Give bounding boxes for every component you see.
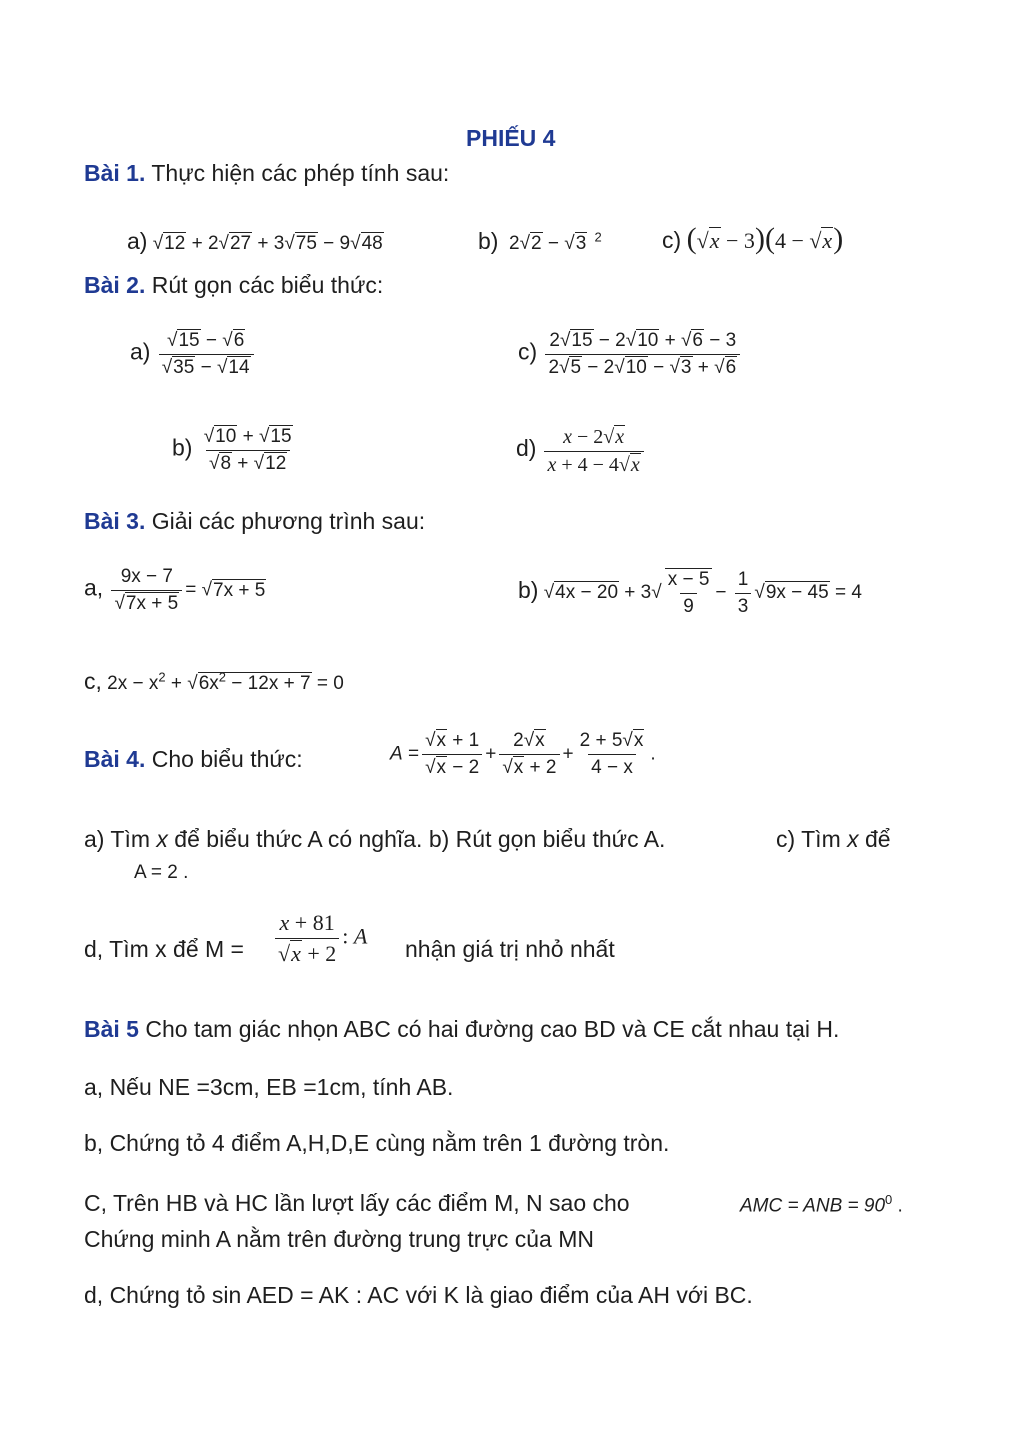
bai4-label: Bài 4. [84,746,146,772]
bai1-b-label: b) [478,228,499,254]
bai1-label: Bài 1. [84,160,146,186]
bai4-qc-var: x [847,826,859,852]
bai3-b-label: b) [518,577,539,604]
bai2-b: b) $\frac{√10 + √15}{√8 + √12}$ [172,426,292,474]
bai4-qa-var: x [156,826,168,852]
page-title: PHIẾU 4 [466,125,556,151]
bai2-c-label: c) [518,338,538,365]
bai3-c: c, $2x - x^2 + √6x^2 - 12x + 7 = 0$ [84,668,344,694]
bai1-a: a) √12 + 2√27 + 3√75 − 9√48 [127,228,383,254]
bai2-b-label: b) [172,434,193,461]
bai4-qd-rest: nhận giá trị nhỏ nhất [405,936,615,962]
bai4-qd-text: d, Tìm x để M = [84,936,244,962]
bai2-a: a) $\frac{√15 - √6}{√35 - √14}$ [130,330,257,379]
bai4-question-c [776,826,891,853]
bai3-heading [84,508,425,535]
bai5-text: Cho tam giác nhọn ABC có hai đường cao BD và CE cắt nhau tại H. [145,1016,840,1042]
bai4-heading [84,746,303,773]
bai4-qd-fraction: $\frac{x + 81}{√x + 2}$ : A [272,910,367,967]
bai5-a: a, Nếu NE =3cm, EB =1cm, tính AB. [84,1074,454,1100]
bai5-c1: C, Trên HB và HC lần lượt lấy các điểm M, N sao cho [84,1190,630,1216]
bai3-a-label: a, [84,574,104,601]
bai2-a-label: a) [130,338,151,365]
bai4-text: Cho biểu thức: [151,746,303,772]
bai3-a: a, $\frac{9x - 7}{√7x + 5}$ = √7x + 5 [84,566,266,614]
bai1-heading [84,160,449,187]
bai2-d-label: d) [516,435,537,462]
bai1-c-label: c) [662,227,682,253]
bai5-b: b, Chứng tỏ 4 điểm A,H,D,E cùng nằm trên 1 đường tròn. [84,1130,670,1156]
bai4-expression: A = $\frac{√x + 1}{√x - 2}$ + $\frac{2√x}{√x + 2}$ + $\frac{2 + 5√x}{4 - x}$ . [390,730,656,778]
bai5-label: Bài 5 [84,1016,139,1042]
bai4-qc-text: c) Tìm [776,826,848,852]
bai5-d: d, Chứng tỏ sin AED = AK : AC với K là giao điểm của AH với BC. [84,1282,753,1308]
bai2-c: c) $\frac{2√15 - 2√10 + √6 - 3}{2√5 - 2√10 - √3 + √6}$ [518,330,743,379]
bai1-a-label: a) [127,228,148,254]
bai2-text: Rút gọn các biểu thức: [151,272,384,298]
bai1-b: b) 2√2 − √3 $^2$ [478,228,602,254]
bai4-qc-rest: để [858,826,891,852]
bai4-question-a [84,826,665,853]
bai4-qc-condition: A = 2 . [134,862,189,883]
bai3-c-label: c, [84,668,102,694]
bai3-label: Bài 3. [84,508,146,534]
bai4-question-d [84,936,244,963]
bai2-d: d) $\frac{x - 2√x}{x + 4 - 4√x}$ [516,426,647,477]
bai3-text: Giải các phương trình sau: [151,508,426,534]
bai1-c: c) (√x − 3)(4 − √x) [662,222,844,255]
bai3-b: b) √4x − 20 + 3√ $\frac{x - 5}{9}$ − $\frac{1}{3}$ √9x − 45 = 4 [518,568,862,617]
bai5-c-formula: AMC = ANB = $90^0$ . [740,1192,903,1217]
bai2-label: Bài 2. [84,272,146,298]
bai4-qa-rest: để biểu thức A có nghĩa. b) Rút gọn biểu thức A. [167,826,666,852]
bai5-heading [84,1016,839,1043]
bai4-qa-text: a) Tìm [84,826,157,852]
bai5-c2: Chứng minh A nằm trên đường trung trực của MN [84,1226,594,1252]
bai5-c-formula-text: AMC = ANB = 90 [740,1195,886,1217]
bai2-heading [84,272,383,299]
bai1-text: Thực hiện các phép tính sau: [151,160,450,186]
